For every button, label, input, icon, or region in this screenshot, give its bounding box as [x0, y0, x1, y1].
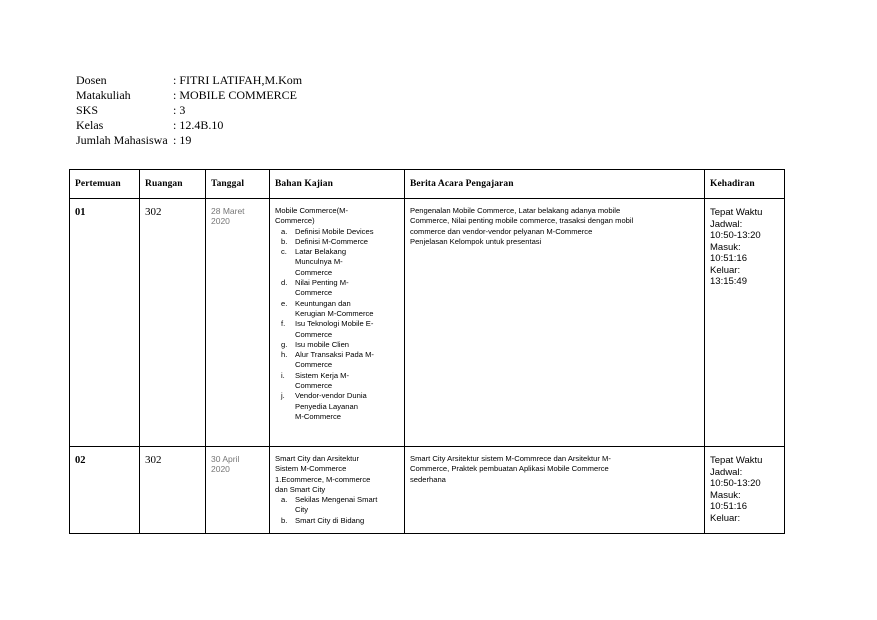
list-item-line: Commerce [295, 267, 333, 277]
attendance-line: 10:51:16 [710, 253, 747, 264]
teaching-report [405, 199, 704, 247]
study-material [270, 447, 404, 532]
table-row [70, 447, 785, 534]
list-item-line: Isu Teknologi Mobile E- [295, 319, 374, 329]
cell-tanggal [206, 447, 270, 534]
cell-tanggal [206, 199, 270, 447]
list-item-line: Sekilas Mengenai Smart [295, 495, 378, 505]
material-list [275, 227, 400, 423]
teaching-report [405, 447, 704, 485]
list-item-line: Nilai Penting M- [295, 278, 349, 288]
list-item [281, 339, 400, 350]
list-marker: f. [281, 319, 286, 329]
list-item-line: Commerce [295, 329, 333, 339]
cell-ruangan [140, 199, 206, 447]
list-marker: h. [281, 350, 288, 360]
list-item [281, 247, 400, 278]
cell-pertemuan [70, 199, 140, 447]
meeting-date [206, 447, 269, 474]
material-intro-line: Smart City dan Arsitektur [275, 454, 359, 463]
room-number: 302 [145, 454, 162, 466]
info-row-jumlah-mahasiswa [76, 133, 302, 148]
cell-bahan-kajian [270, 199, 405, 447]
list-item [281, 278, 400, 299]
cell-kehadiran [705, 199, 785, 447]
list-item-line: Kerugian M-Commerce [295, 308, 374, 318]
report-line: Smart City Arsitektur sistem M-Commrece dan Arsitektur M- [410, 454, 611, 463]
teaching-log-table [69, 169, 785, 534]
list-item-line: Isu mobile Clien [295, 339, 350, 349]
list-item-line: M-Commerce [295, 411, 341, 421]
attendance-line: Masuk: [710, 241, 741, 253]
material-intro-line: Sistem M-Commerce [275, 464, 347, 474]
meeting-number: 01 [75, 207, 86, 218]
list-marker: b. [281, 515, 288, 525]
list-item-line: Vendor-vendor Dunia [295, 391, 367, 401]
list-item-line: Latar Belakang [295, 247, 347, 257]
date-line: 28 Maret [211, 206, 245, 216]
material-intro-line: dan Smart City [275, 484, 326, 494]
cell-berita-acara [405, 447, 705, 534]
study-material [270, 199, 404, 428]
list-item-line: Commerce [295, 288, 333, 298]
list-marker: g. [281, 339, 288, 349]
list-item-line: Smart City di Bidang [295, 515, 365, 525]
list-item [281, 370, 400, 392]
report-line: Penjelasan Kelompok untuk presentasi [410, 236, 542, 246]
attendance-line: 10:50-13:20 [710, 230, 761, 241]
attendance-line: Keluar: [710, 264, 741, 276]
list-item-line: Keuntungan dan [295, 298, 351, 308]
list-item-line: Definisi Mobile Devices [295, 226, 374, 236]
report-line: commerce dan vendor-vendor pelyanan M-Commerce [410, 226, 593, 236]
list-item-line: Penyedia Layanan [295, 401, 358, 411]
cell-berita-acara [405, 199, 705, 447]
material-list [275, 495, 400, 526]
list-item [281, 236, 400, 247]
table-row [70, 199, 785, 447]
material-intro-line: 1.Ecommerce, M-commerce [275, 474, 371, 484]
info-label: Jumlah Mahasiswa [76, 133, 168, 147]
material-intro-line: Commerce) [275, 216, 315, 226]
attendance-line: Jadwal: [710, 218, 743, 230]
cell-kehadiran [705, 447, 785, 534]
cell-ruangan [140, 447, 206, 534]
report-line: Pengenalan Mobile Commerce, Latar belakang adanya mobile [410, 206, 621, 215]
info-label: SKS [76, 103, 99, 117]
date-line: 2020 [211, 216, 230, 226]
list-item [281, 515, 400, 526]
lecturer-info [76, 73, 302, 148]
room-number: 302 [145, 206, 162, 218]
meeting-number: 02 [75, 455, 86, 466]
info-value: : FITRI LATIFAH,M.Kom [173, 73, 303, 87]
list-marker: e. [281, 298, 288, 308]
cell-pertemuan [70, 447, 140, 534]
list-marker: i. [281, 370, 285, 380]
info-value: : MOBILE COMMERCE [173, 88, 298, 102]
date-line: 2020 [211, 464, 230, 474]
list-item [281, 495, 400, 516]
column-header-kehadiran: Kehadiran [705, 170, 785, 199]
list-marker: a. [281, 226, 288, 236]
list-marker: c. [281, 247, 287, 257]
column-header-pertemuan: Pertemuan [70, 170, 140, 199]
table-header-row [70, 170, 785, 199]
column-header-bahan-kajian: Bahan Kajian [270, 170, 405, 199]
report-line: Commerce, Praktek pembuatan Aplikasi Mobile Commerce [410, 464, 609, 474]
info-row-sks [76, 103, 302, 118]
attendance-line: 10:51:16 [710, 501, 747, 512]
list-item-line: Alur Transaksi Pada M- [295, 350, 374, 360]
attendance-line: Tepat Waktu [710, 207, 763, 218]
list-item [281, 226, 400, 237]
attendance [705, 199, 784, 288]
info-label: Kelas [76, 118, 104, 132]
date-line: 30 April [211, 454, 240, 464]
attendance-line: Masuk: [710, 489, 741, 501]
info-value: : 3 [173, 103, 186, 117]
attendance-line: Keluar: [710, 512, 741, 524]
info-value: : 12.4B.10 [173, 118, 224, 132]
list-item [281, 298, 400, 320]
list-item-line: Sistem Kerja M- [295, 370, 350, 380]
cell-bahan-kajian [270, 447, 405, 534]
info-value: : 19 [173, 133, 192, 147]
column-header-tanggal: Tanggal [206, 170, 270, 199]
attendance-line: 10:50-13:20 [710, 478, 761, 489]
material-intro-line: Mobile Commerce(M- [275, 206, 348, 215]
report-line: Commerce, Nilai penting mobile commerce, trasaksi dengan mobil [410, 216, 634, 226]
list-marker: j. [281, 391, 285, 401]
column-header-berita-acara: Berita Acara Pengajaran [405, 170, 705, 199]
report-line: sederhana [410, 474, 446, 484]
list-item-line: Definisi M-Commerce [295, 236, 368, 246]
column-header-ruangan: Ruangan [140, 170, 206, 199]
list-marker: b. [281, 236, 288, 246]
list-item [281, 319, 400, 340]
meeting-date [206, 199, 269, 226]
list-item-line: Munculnya M- [295, 257, 343, 267]
attendance [705, 447, 784, 524]
info-row-matakuliah [76, 88, 302, 103]
list-item-line: Commerce [295, 360, 333, 370]
list-item [281, 391, 400, 422]
info-row-kelas [76, 118, 302, 133]
list-marker: a. [281, 495, 288, 505]
info-label: Dosen [76, 73, 107, 87]
attendance-line: 13:15:49 [710, 276, 747, 287]
list-marker: d. [281, 278, 288, 288]
attendance-line: Jadwal: [710, 466, 743, 478]
list-item-line: City [295, 505, 309, 515]
attendance-line: Tepat Waktu [710, 455, 763, 466]
list-item-line: Commerce [295, 381, 333, 391]
info-label: Matakuliah [76, 88, 131, 102]
info-row-dosen [76, 73, 302, 88]
list-item [281, 350, 400, 371]
